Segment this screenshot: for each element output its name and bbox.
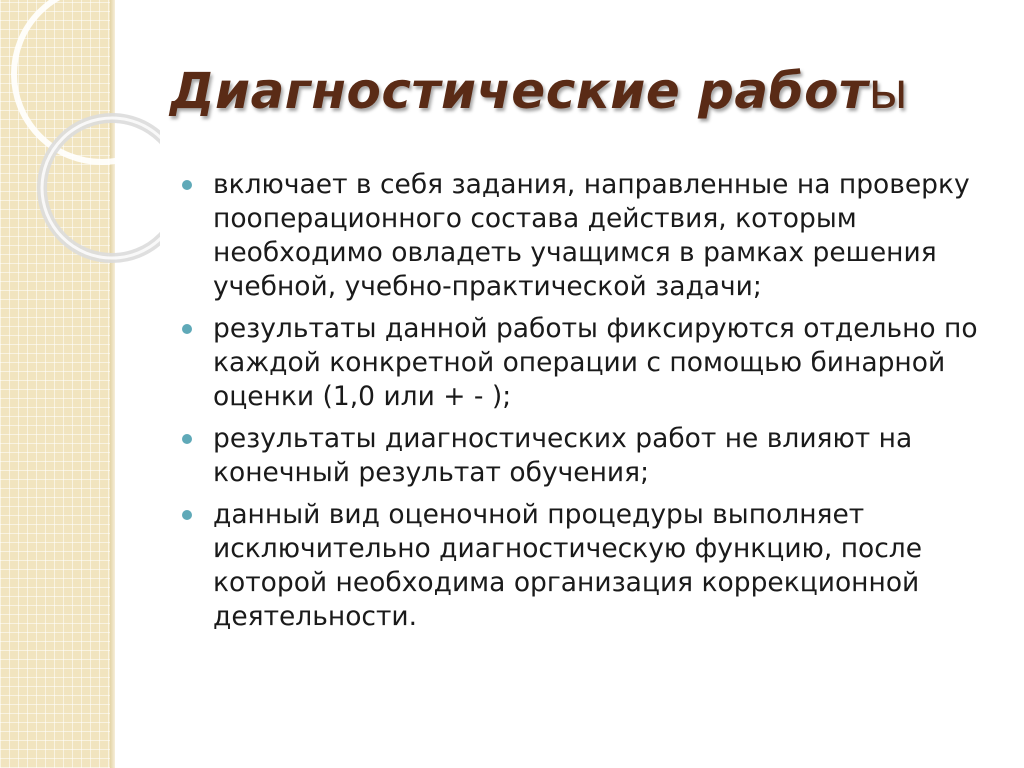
slide-title [170, 62, 908, 120]
bullet-item [180, 422, 1000, 490]
bullet-marker-icon [182, 324, 192, 334]
bullet-item [180, 312, 1000, 414]
bullet-item [180, 498, 1000, 634]
bullet-text: включает в себя задания, направленные на проверку пооперационного состава действия, которым необходимо овладеть учащимся в рамках решения учебной, учебно-практической задачи; [213, 169, 970, 302]
slide-title-tail: ы [868, 62, 909, 120]
bullet-text: результаты диагностических работ не влияют на конечный результат обучения; [213, 423, 913, 488]
decorative-rings [0, 0, 160, 300]
ring-upper [14, 0, 160, 162]
bullet-text: данный вид оценочной процедуры выполняет исключительно диагностическую функцию, после которой необходима организация коррекционной деятельности. [213, 499, 923, 632]
ring-lower [42, 118, 160, 258]
bullet-list [180, 168, 1000, 642]
bullet-marker-icon [182, 434, 192, 444]
bullet-marker-icon [182, 510, 192, 520]
bullet-text: результаты данной работы фиксируются отдельно по каждой конкретной операции с помощью бинарной оценки (1,0 или + - ); [213, 313, 978, 412]
slide-title-main: Диагностические работ [170, 62, 869, 120]
bullet-item [180, 168, 1000, 304]
bullet-marker-icon [182, 180, 192, 190]
